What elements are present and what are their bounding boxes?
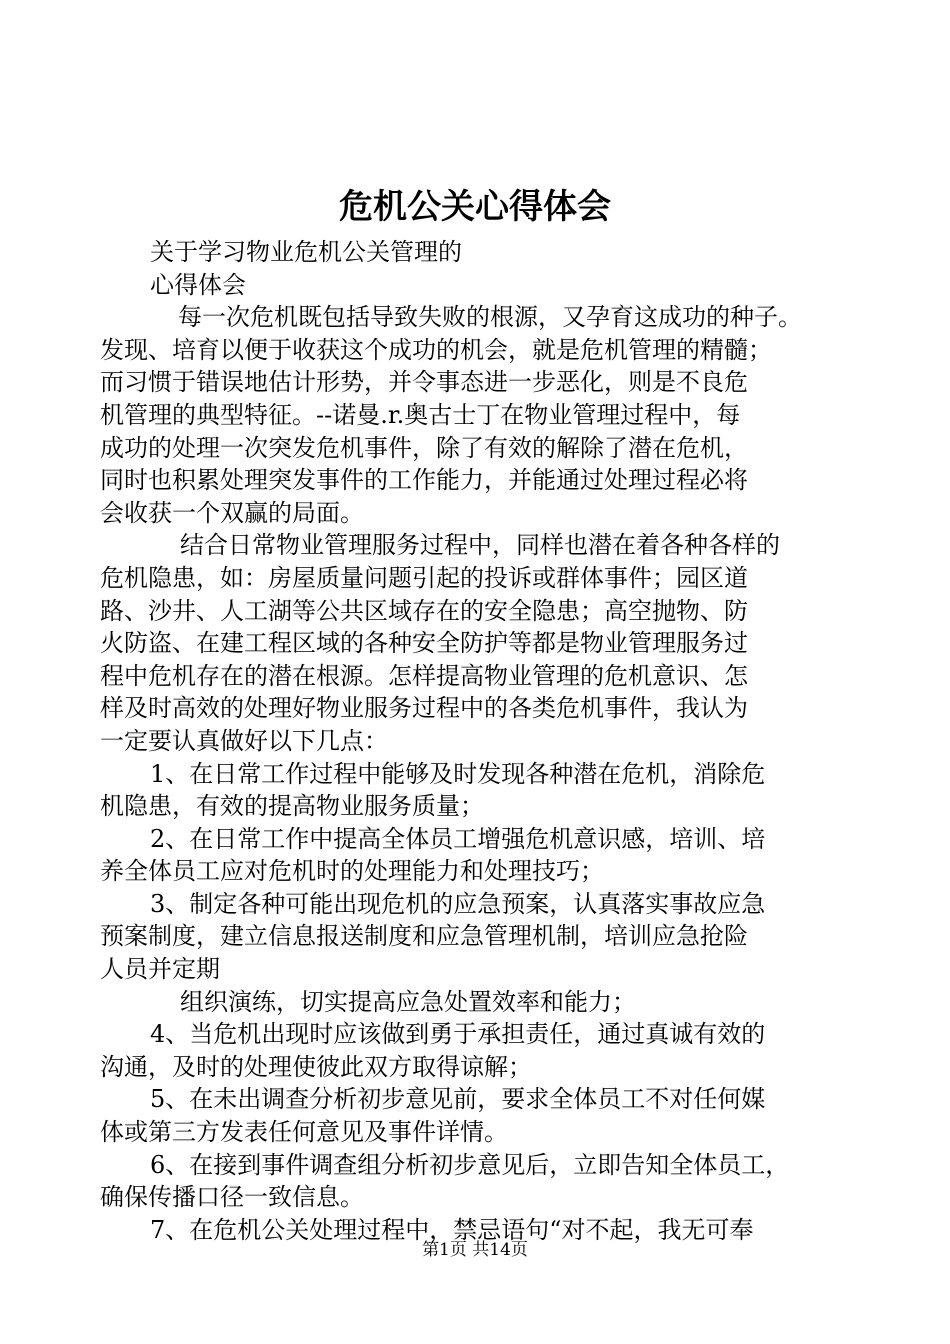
text-line: 机隐患，有效的提高物业服务质量； bbox=[100, 792, 484, 821]
text-line: 1、在日常工作过程中能够及时发现各种潜在危机，消除危 bbox=[150, 759, 766, 788]
text-line: 路、沙井、人工湖等公共区域存在的安全隐患；高空抛物、防 bbox=[100, 596, 748, 625]
text-line: 心得体会 bbox=[150, 270, 246, 299]
text-line: 5、在未出调查分析初步意见前，要求全体员工不对任何媒 bbox=[150, 1085, 766, 1114]
text-line: 危机隐患，如：房屋质量问题引起的投诉或群体事件；园区道 bbox=[100, 563, 748, 592]
text-line: 会收获一个双赢的局面。 bbox=[100, 498, 364, 527]
text-line: 预案制度，建立信息报送制度和应急管理机制，培训应急抢险 bbox=[100, 922, 748, 951]
text-line: 2、在日常工作中提高全体员工增强危机意识感，培训、培 bbox=[150, 824, 766, 853]
text-line: 体或第三方发表任何意见及事件详情。 bbox=[100, 1118, 508, 1147]
text-line: 组织演练，切实提高应急处置效率和能力； bbox=[180, 987, 636, 1016]
text-line: 3、制定各种可能出现危机的应急预案，认真落实事故应急 bbox=[150, 889, 766, 918]
text-line: 每一次危机既包括导致失败的根源，又孕育这成功的种子。 bbox=[178, 303, 802, 332]
text-line: 发现、培育以便于收获这个成功的机会，就是危机管理的精髓； bbox=[100, 335, 772, 364]
text-line: 而习惯于错误地估计形势，并令事态进一步恶化，则是不良危 bbox=[100, 368, 748, 397]
text-line: 样及时高效的处理好物业服务过程中的各类危机事件，我认为 bbox=[100, 694, 748, 723]
text-line: 成功的处理一次突发危机事件，除了有效的解除了潜在危机， bbox=[100, 433, 748, 462]
text-line: 程中危机存在的潜在根源。怎样提高物业管理的危机意识、怎 bbox=[100, 661, 748, 690]
text-line: 确保传播口径一致信息。 bbox=[100, 1183, 364, 1212]
document-title: 危机公关心得体会 bbox=[339, 187, 611, 227]
text-line: 机管理的典型特征。--诺曼.r.奥古士丁在物业管理过程中，每 bbox=[100, 400, 741, 429]
document-body bbox=[100, 236, 860, 1246]
text-line: 6、在接到事件调查组分析初步意见后，立即告知全体员工， bbox=[150, 1150, 790, 1179]
text-line: 7、在危机公关处理过程中，禁忌语句“对不起，我无可奉 bbox=[150, 1215, 754, 1244]
text-line: 同时也积累处理突发事件的工作能力，并能通过处理过程必将 bbox=[100, 466, 748, 495]
text-line: 关于学习物业危机公关管理的 bbox=[150, 238, 462, 266]
text-line: 人员并定期 bbox=[100, 955, 220, 984]
text-line: 4、当危机出现时应该做到勇于承担责任，通过真诚有效的 bbox=[150, 1020, 766, 1049]
text-line: 养全体员工应对危机时的处理能力和处理技巧； bbox=[100, 857, 604, 886]
text-line: 火防盗、在建工程区域的各种安全防护等都是物业管理服务过 bbox=[100, 629, 748, 658]
text-line: 结合日常物业管理服务过程中，同样也潜在着各种各样的 bbox=[180, 531, 780, 560]
page-footer: 第1页 共14页 bbox=[422, 1240, 528, 1260]
text-line: 一定要认真做好以下几点： bbox=[100, 726, 388, 755]
text-line: 沟通，及时的处理使彼此双方取得谅解； bbox=[100, 1052, 532, 1081]
